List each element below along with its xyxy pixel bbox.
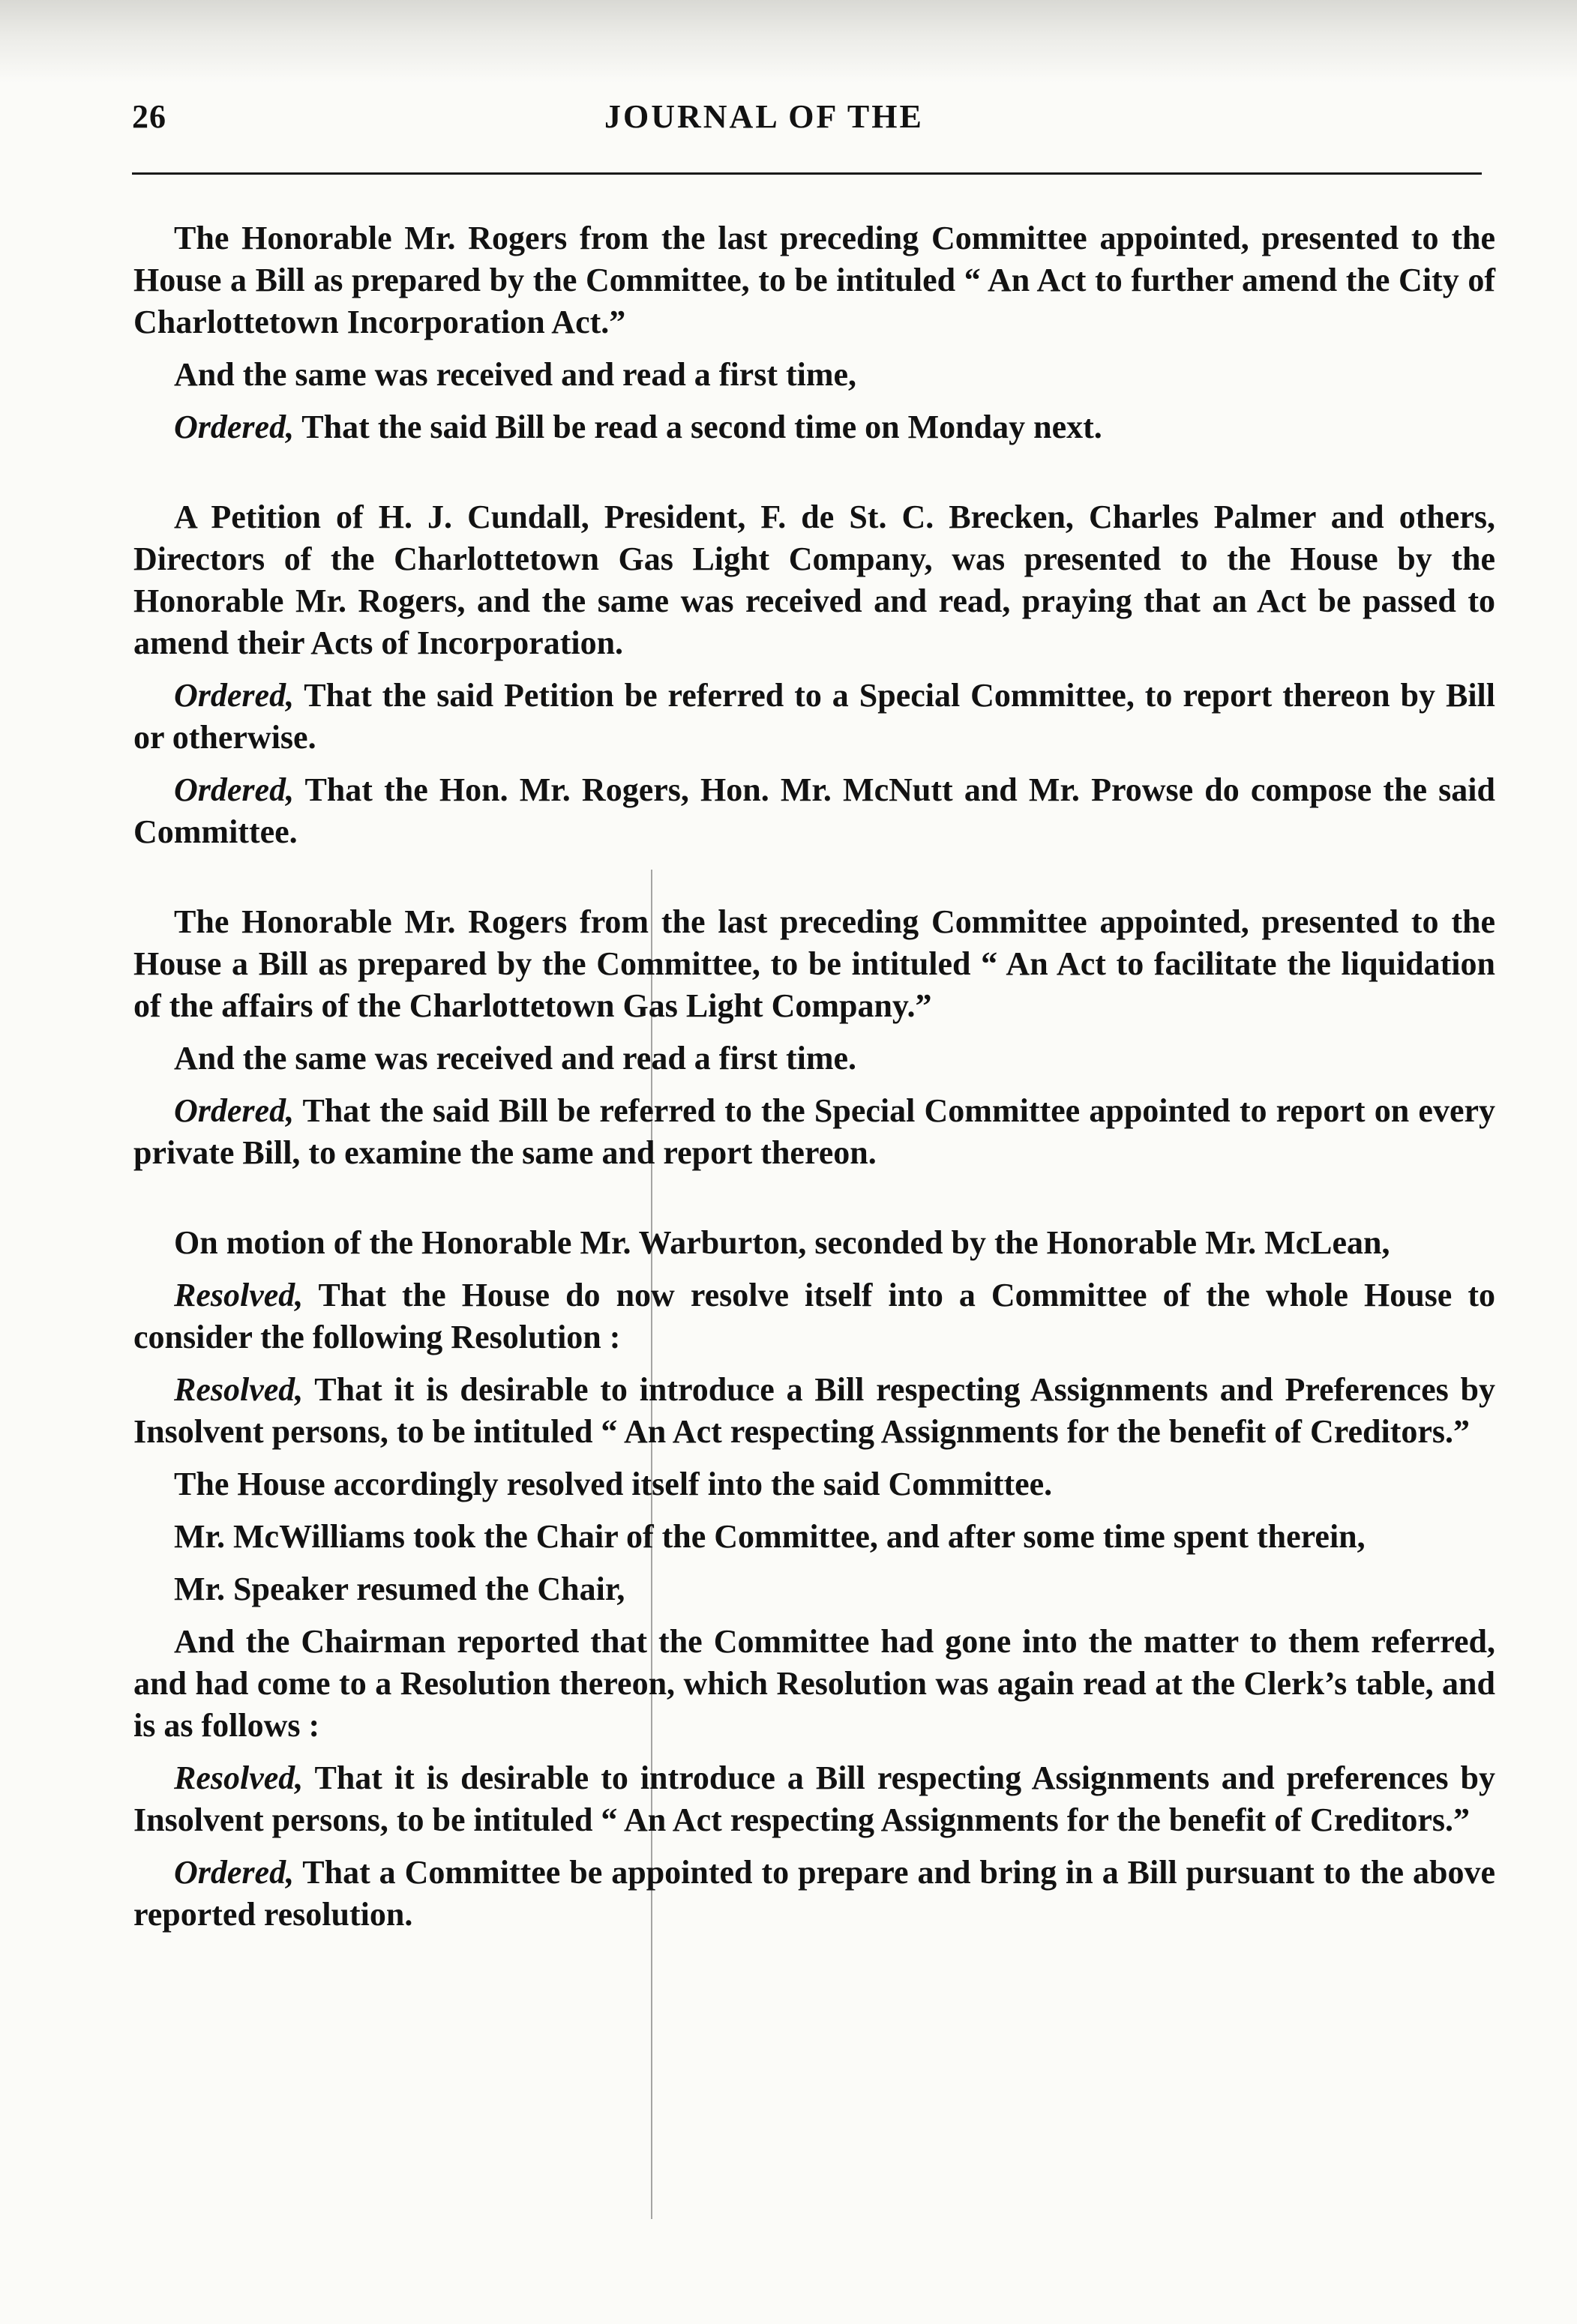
paragraph-bill-charlottetown-incorporation: The Honorable Mr. Rogers from the last preceding Committee appointed, presented to the House a Bill as prepared by the Committee, to be intituled “ An Act to further amend the City of Charlottetown Incorporation Act.” — [133, 220, 1495, 340]
ordered-label: Ordered, — [174, 409, 295, 445]
paragraph-gas-light-petition: A Petition of H. J. Cundall, President, F. de St. C. Brecken, Charles Palmer and others, Directors of the Charlottetown Gas Light Company, was presented to the House by the Honorable Mr. Rogers, and the same was received and read, praying that an Act be passed to amend their Acts of Incorporation. — [133, 499, 1495, 661]
paragraph-chairman-reported: And the Chairman reported that the Committee had gone into the matter to them referred, and had come to a Resolution thereon, which Resolution was again read at the Clerk’s table, and is as follows : — [133, 1623, 1495, 1744]
running-title: JOURNAL OF THE — [604, 98, 924, 135]
paragraph-chair-mcwilliams: Mr. McWilliams took the Chair of the Committee, and after some time spent therein, — [174, 1518, 1366, 1555]
ordered-label: Ordered, — [174, 677, 295, 714]
paragraph-ordered-second-reading: Ordered, That the said Bill be read a second time on Monday next. — [174, 409, 1102, 445]
page-number: 26 — [132, 98, 166, 135]
ordered-label: Ordered, — [174, 1854, 295, 1891]
paragraph-ordered-committee-members: Ordered, That the Hon. Mr. Rogers, Hon. Mr. McNutt and Mr. Prowse do compose the said Committee. — [133, 771, 1495, 850]
paragraph-first-reading: And the same was received and read a first time, — [174, 356, 857, 393]
paragraph-first-reading-2: And the same was received and read a first time. — [174, 1040, 857, 1077]
paragraph-resolved-committee-of-whole: Resolved, That the House do now resolve itself into a Committee of the whole House to consider the following Resolution : — [133, 1277, 1495, 1355]
resolved-label: Resolved, — [174, 1371, 304, 1408]
paragraph-ordered-private-bill-committee: Ordered, That the said Bill be referred to the Special Committee appointed to report on every private Bill, to examine the same and report thereon. — [133, 1092, 1495, 1171]
resolved-label: Resolved, — [174, 1277, 304, 1313]
paragraph-ordered-special-committee: Ordered, That the said Petition be referred to a Special Committee, to report thereon by Bill or otherwise. — [133, 677, 1495, 756]
header-rule — [132, 172, 1482, 175]
paragraph-house-resolved: The House accordingly resolved itself into the said Committee. — [174, 1466, 1053, 1502]
paragraph-resolved-assignments-bill: Resolved, That it is desirable to introduce a Bill respecting Assignments and Preferences by Insolvent persons, to be intituled “ An Act respecting Assignments for the benefit of Creditors.” — [133, 1371, 1495, 1450]
paragraph-bill-gas-light-liquidation: The Honorable Mr. Rogers from the last preceding Committee appointed, presented to the House a Bill as prepared by the Committee, to be intituled “ An Act to facilitate the liquidation of the affairs of the Charlottetown Gas Light Company.” — [133, 903, 1495, 1024]
paragraph-motion-warburton: On motion of the Honorable Mr. Warburton, seconded by the Honorable Mr. McLean, — [174, 1224, 1390, 1261]
journal-body — [133, 217, 1495, 1946]
page-header — [132, 97, 1482, 157]
ordered-label: Ordered, — [174, 771, 295, 808]
paragraph-ordered-prepare-bill: Ordered, That a Committee be appointed to prepare and bring in a Bill pursuant to the above reported resolution. — [133, 1854, 1495, 1933]
paragraph-resolved-assignments-bill-2: Resolved, That it is desirable to introduce a Bill respecting Assignments and preferences by Insolvent persons, to be intituled “ An Act respecting Assignments for the benefit of Creditors.” — [133, 1759, 1495, 1838]
paragraph-speaker-resumed: Mr. Speaker resumed the Chair, — [174, 1571, 625, 1607]
ordered-label: Ordered, — [174, 1092, 295, 1129]
resolved-label: Resolved, — [174, 1759, 304, 1796]
scan-edge-shadow — [0, 0, 1577, 82]
